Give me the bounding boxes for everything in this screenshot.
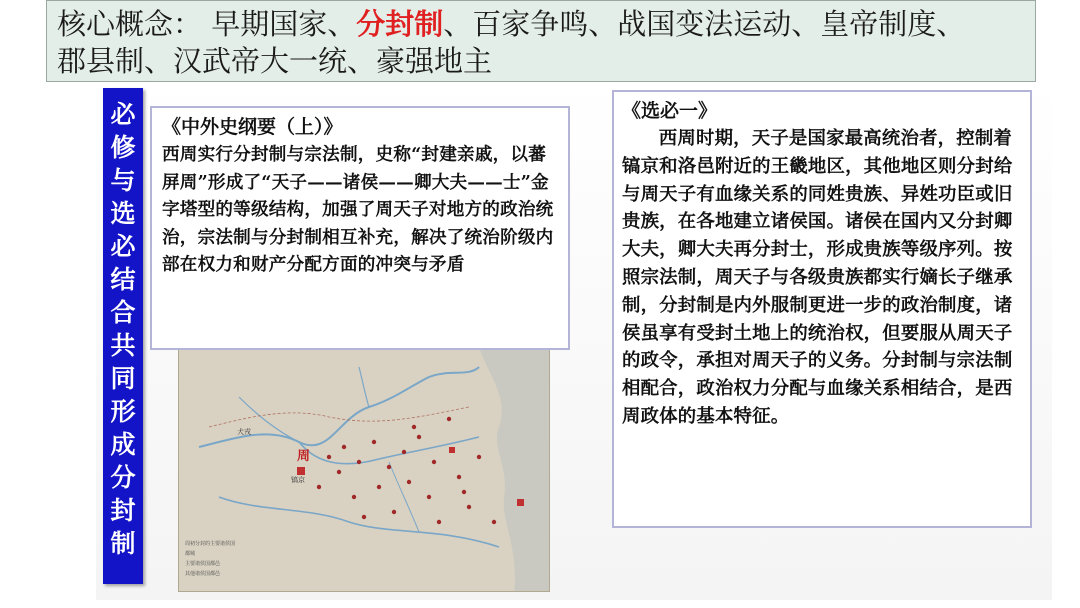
vertical-title: 必修与选必结合共同形成分封制 [110,100,136,558]
map-label-zhou: 周 [297,449,311,464]
legend-item: 主要诸侯国都邑 [185,561,221,567]
core-concepts-banner [46,0,1036,82]
vertical-title-bar [103,88,143,584]
core-concepts-text: 核心概念： 早期国家、 [57,7,357,41]
excerpt-title: 《中外史纲要（上）》 [162,116,343,138]
legend-item: 周初分封的主要诸侯国 [185,541,236,547]
excerpt-body: 西周实行分封制与宗法制，史称“封建亲戚，以蕃屏周”形成了“天子——诸侯——卿大夫——士”金字塔型的等级结构，加强了周天子对地方的政治统治，宗法制与分封制相互补充，解决了统治阶级内部在权力和财产分配方面的冲突与矛盾 [162,144,554,275]
map-label-haojing: 镐京 [291,476,305,484]
excerpt-body: 西周时期，天子是国家最高统治者，控制着镐京和洛邑附近的王畿地区，其他地区则分封给与周天子有血缘关系的同姓贵族、异姓功臣或旧贵族，在各地建立诸侯国。诸侯在国内又分封卿大夫，卿大夫再分封士，形成贵族等级序列。按照宗法制，周天子与各级贵族都实行嫡长子继承制，分封制是内外服制更进一步的政治制度，诸侯虽享有受封土地上的统治权，但要服从周天子的政令，承担对周天子的义务。分封制与宗法制相配合，政治权力分配与血缘关系相结合，是西周政体的基本特征。 [622,128,1013,427]
core-concepts-text-continued: 、百家争鸣、战国变法运动、皇帝制度、 [443,7,966,41]
western-zhou-fiefdom-map [178,346,550,592]
highlighted-concept: 分封制 [356,7,444,41]
core-concepts-line-1 [57,6,965,42]
map-label-quanrong: 犬戎 [237,428,251,436]
textbook-excerpt-gangyao [150,106,570,350]
excerpt-title: 《选必一》 [622,100,718,122]
legend-item: 其他诸侯国都邑 [185,571,221,577]
core-concepts-line-2: 郡县制、汉武帝大一统、豪强地主 [57,44,493,78]
map-legend [185,539,245,579]
legend-item: 都城 [185,551,196,557]
textbook-excerpt-xuanbi [612,90,1032,528]
